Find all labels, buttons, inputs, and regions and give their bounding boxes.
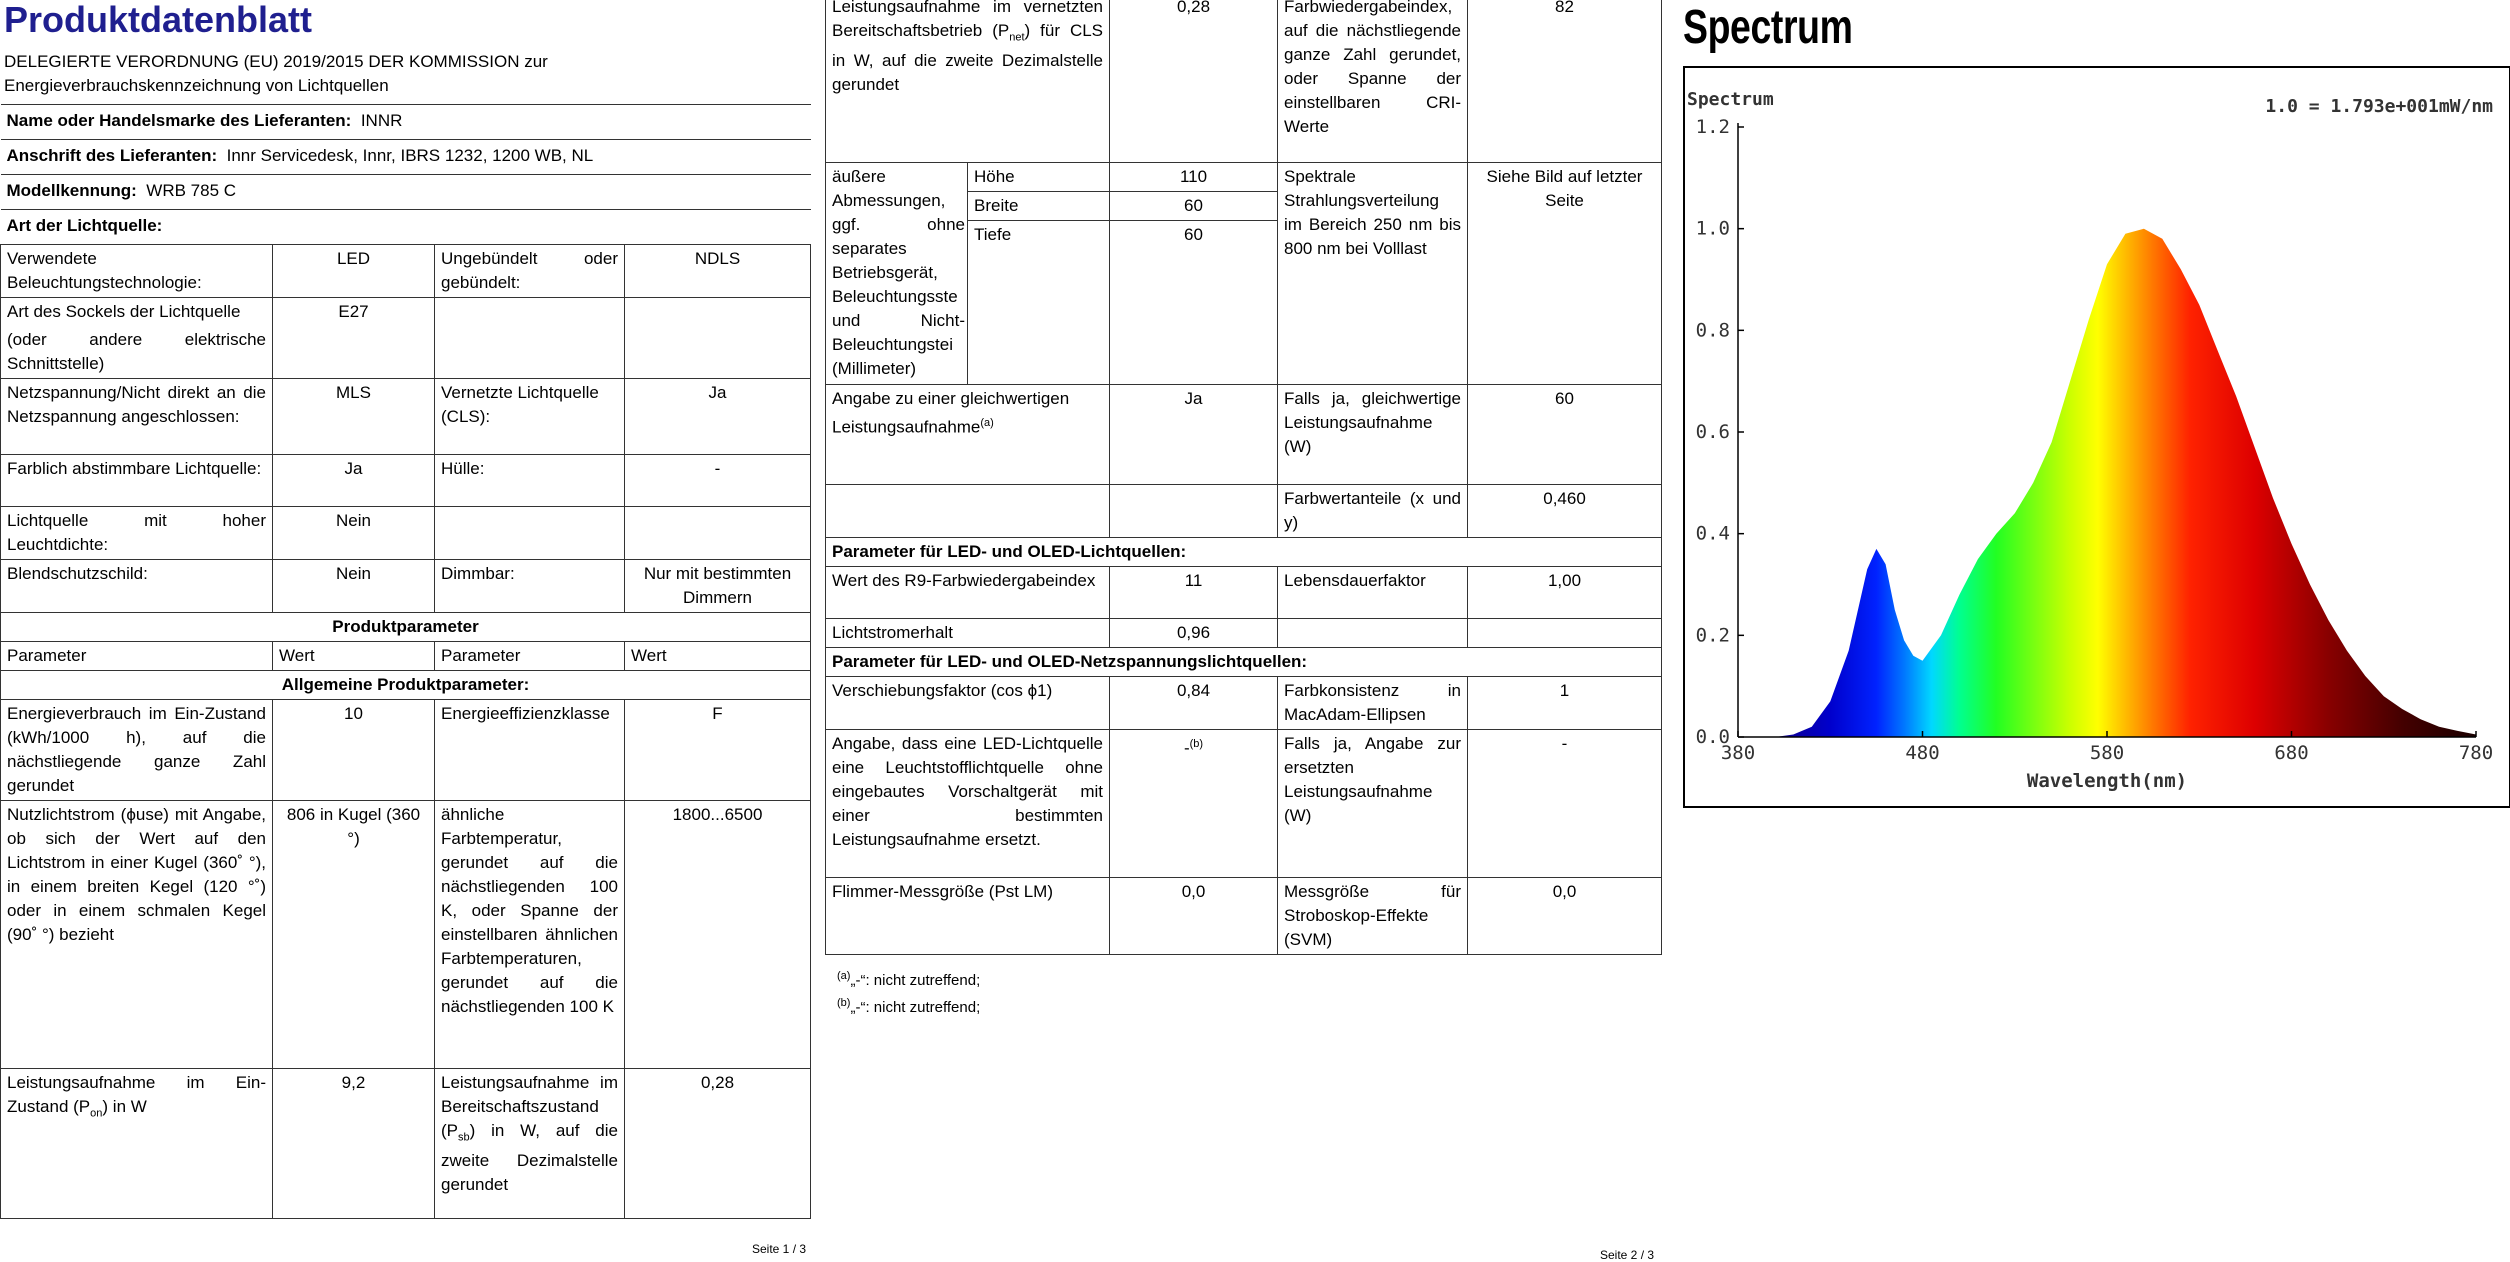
width-label: Breite bbox=[968, 192, 1110, 221]
empty-cell bbox=[435, 298, 625, 379]
empty-cell bbox=[625, 298, 811, 379]
x-tick-label: 780 bbox=[2458, 742, 2494, 764]
spectrum-title: Spectrum bbox=[1683, 1, 1853, 54]
cls-value: Ja bbox=[625, 379, 811, 455]
footnotes bbox=[825, 965, 1662, 1019]
socket-value: E27 bbox=[273, 298, 435, 379]
technology-value: LED bbox=[273, 245, 435, 298]
useful-flux-label: Nutzlichtstrom (ϕuse) mit Angabe, ob sich der Wert auf den Lichtstrom in einer Kugel (360˚ °), in einem breiten Kegel (120 °˚) oder in einem schmalen Kegel (90˚ °) bezieht bbox=[1, 801, 273, 1069]
equivalent-watt-label: Falls ja, gleichwertige Leistungsaufnahme (W) bbox=[1278, 385, 1468, 485]
high-luminance-value: Nein bbox=[273, 507, 435, 560]
led-params-heading: Parameter für LED- und OLED-Lichtquellen: bbox=[826, 538, 1662, 567]
y-tick-label: 0.6 bbox=[1695, 421, 1730, 443]
empty-cell bbox=[1110, 485, 1278, 538]
empty-cell bbox=[435, 507, 625, 560]
datasheet-page-2 bbox=[825, 0, 1662, 1262]
cri-value: 82 bbox=[1468, 0, 1662, 163]
mains-led-params-heading: Parameter für LED- und OLED-Netzspannungslichtquellen: bbox=[826, 648, 1662, 677]
model-row bbox=[1, 175, 811, 210]
empty-cell bbox=[625, 507, 811, 560]
lumen-maintenance-value: 0,96 bbox=[1110, 619, 1278, 648]
supplier-name-label: Name oder Handelsmarke des Lieferanten: bbox=[6, 111, 352, 130]
networked-standby-label: Leistungsaufnahme im vernetzten Bereitschaftsbetrieb $(P_{net})$ für CLS in W, auf die zweite Dezimalstelle gerundet bbox=[826, 0, 1110, 163]
energy-consumption-label: Energieverbrauch im Ein-Zustand (kWh/1000 h), auf die nächstliegende ganze Zahl gerundet bbox=[1, 700, 273, 801]
width-value: 60 bbox=[1110, 192, 1278, 221]
replaced-power-label: Falls ja, Angabe zur ersetzten Leistungsaufnahme (W) bbox=[1278, 730, 1468, 878]
colour-consistency-label: Farbkonsistenz in MacAdam-Ellipsen bbox=[1278, 677, 1468, 730]
directional-value: NDLS bbox=[625, 245, 811, 298]
spectrum-chart bbox=[1683, 0, 2510, 792]
scale-annotation: 1.0 = 1.793e+001mW/nm bbox=[2265, 96, 2493, 117]
model-label: Modellkennung: bbox=[6, 181, 137, 200]
glare-shield-value: Nein bbox=[273, 560, 435, 613]
spectral-distribution-value: Siehe Bild auf letzter Seite bbox=[1468, 163, 1662, 385]
mains-value: MLS bbox=[273, 379, 435, 455]
fluorescent-replacement-label: Angabe, dass eine LED-Lichtquelle eine Leuchtstofflichtquelle ohne eingebautes Vorschaltgerät mit einer bestimmten Leistungsaufnahme ersetzt. bbox=[826, 730, 1110, 878]
y-tick-label: 1.0 bbox=[1695, 217, 1730, 240]
depth-value: 60 bbox=[1110, 221, 1278, 385]
energy-class-value: F bbox=[625, 700, 811, 801]
r9-value: 11 bbox=[1110, 567, 1278, 619]
x-tick-label: 380 bbox=[1720, 742, 1756, 764]
page-number: Seite 1 / 3 bbox=[752, 1242, 807, 1256]
empty-cell bbox=[1468, 619, 1662, 648]
datasheet-page-1 bbox=[0, 0, 812, 1256]
x-tick-label: 680 bbox=[2274, 742, 2309, 764]
dimmable-value: Nur mit bestimmten Dimmern bbox=[625, 560, 811, 613]
dimmable-label: Dimmbar: bbox=[435, 560, 625, 613]
stroboscopic-value: 0,0 bbox=[1468, 878, 1662, 955]
model-value: WRB 785 C bbox=[146, 181, 237, 200]
socket-label bbox=[1, 298, 273, 379]
y-tick-label: 0.4 bbox=[1695, 522, 1730, 545]
socket-label-note: (oder andere elektrische Schnittstelle) bbox=[7, 330, 266, 373]
datasheet-table-1 bbox=[0, 104, 811, 1219]
r9-label: Wert des R9-Farbwiedergabeindex bbox=[826, 567, 1110, 619]
footnote-a: $^{(a)}$„-“: nicht zutreffend; bbox=[837, 970, 981, 989]
chromaticity-label: Farbwertanteile (x und y) bbox=[1278, 485, 1468, 538]
high-luminance-label: Lichtquelle mit hoher Leuchtdichte: bbox=[1, 507, 273, 560]
col-parameter-header: Parameter bbox=[1, 642, 273, 671]
on-mode-power-value: 9,2 bbox=[273, 1069, 435, 1219]
datasheet-page-3 bbox=[1683, 0, 2510, 1256]
equivalent-power-value: Ja bbox=[1110, 385, 1278, 485]
chart-layer bbox=[1687, 89, 2493, 792]
mains-label: Netzspannung/Nicht direkt an die Netzspannung angeschlossen: bbox=[1, 379, 273, 455]
col-parameter-header: Parameter bbox=[435, 642, 625, 671]
x-axis-label: Wavelength(nm) bbox=[2026, 770, 2188, 792]
supplier-name-row bbox=[1, 105, 811, 140]
general-params-heading: Allgemeine Produktparameter: bbox=[1, 671, 811, 700]
page-title: Produktdatenblatt bbox=[4, 0, 313, 40]
directional-label: Ungebündelt oder gebündelt: bbox=[435, 245, 625, 298]
height-value: 110 bbox=[1110, 163, 1278, 192]
footnote-b: $^{(b)}$„-“: nicht zutreffend; bbox=[837, 997, 981, 1016]
supplier-address-row bbox=[1, 140, 811, 175]
energy-consumption-value: 10 bbox=[273, 700, 435, 801]
y-tick-label: 0.0 bbox=[1695, 726, 1730, 748]
survival-factor-label: Lebensdauerfaktor bbox=[1278, 567, 1468, 619]
fluorescent-replacement-value: -$^{(b)}$ bbox=[1110, 730, 1278, 878]
regulation-text: DELEGIERTE VERORDNUNG (EU) 2019/2015 DER KOMMISSION zur Energieverbrauchskennzeichnung von Lichtquellen bbox=[4, 52, 548, 95]
tunable-value: Ja bbox=[273, 455, 435, 507]
survival-factor-value: 1,00 bbox=[1468, 567, 1662, 619]
supplier-name-value: INNR bbox=[360, 111, 403, 130]
product-params-heading: Produktparameter bbox=[1, 613, 811, 642]
cct-label: ähnliche Farbtemperatur, gerundet auf die nächstliegenden 100 K, oder Spanne der einstellbaren ähnlichen Farbtemperaturen, gerundet auf die nächstliegenden 100 K bbox=[435, 801, 625, 1069]
empty-cell bbox=[1278, 619, 1468, 648]
flicker-label: Flimmer-Messgröße (Pst LM) bbox=[826, 878, 1110, 955]
glare-shield-label: Blendschutzschild: bbox=[1, 560, 273, 613]
supplier-address-value: Innr Servicedesk, Innr, IBRS 1232, 1200 WB, NL bbox=[226, 146, 594, 165]
empty-cell bbox=[826, 485, 1110, 538]
datasheet-table-2 bbox=[825, 0, 1662, 955]
socket-label-line: Art des Sockels der Lichtquelle bbox=[7, 302, 241, 321]
displacement-factor-value: 0,84 bbox=[1110, 677, 1278, 730]
light-source-type-heading: Art der Lichtquelle: bbox=[1, 210, 811, 245]
replaced-power-value: - bbox=[1468, 730, 1662, 878]
y-tick-label: 0.8 bbox=[1695, 319, 1730, 342]
height-label: Höhe bbox=[968, 163, 1110, 192]
chart-inner-title: Spectrum bbox=[1687, 89, 1774, 110]
standby-power-value: 0,28 bbox=[625, 1069, 811, 1219]
cct-value: 1800...6500 bbox=[625, 801, 811, 1069]
chromaticity-value: 0,460 bbox=[1468, 485, 1662, 538]
on-mode-power-label: Leistungsaufnahme im Ein-Zustand $(P_{on})$ in W bbox=[1, 1069, 273, 1219]
equivalent-power-label: Angabe zu einer gleichwertigen Leistungsaufnahme$^{(a)}$ bbox=[826, 385, 1110, 485]
supplier-address-label: Anschrift des Lieferanten: bbox=[6, 146, 218, 165]
y-tick-label: 0.2 bbox=[1695, 624, 1730, 647]
displacement-factor-label: Verschiebungsfaktor (cos ϕ1) bbox=[826, 677, 1110, 730]
dimensions-label: äußere Abmessungen, ggf. ohne separates Betriebsgerät, Beleuchtungsste und Nicht-Beleuchtungstei (Millimeter) bbox=[826, 163, 968, 385]
col-value-header: Wert bbox=[273, 642, 435, 671]
cri-label: Farbwiedergabeindex, auf die nächstliegende ganze Zahl gerundet, oder Spanne der einstellbaren CRI-Werte bbox=[1278, 0, 1468, 163]
depth-label: Tiefe bbox=[968, 221, 1110, 385]
technology-label: Verwendete Beleuchtungstechnologie: bbox=[1, 245, 273, 298]
energy-class-label: Energieeffizienzklasse bbox=[435, 700, 625, 801]
envelope-label: Hülle: bbox=[435, 455, 625, 507]
lumen-maintenance-label: Lichtstromerhalt bbox=[826, 619, 1110, 648]
tunable-label: Farblich abstimmbare Lichtquelle: bbox=[1, 455, 273, 507]
page-number: Seite 2 / 3 bbox=[1600, 1248, 1655, 1262]
spectral-distribution-label: Spektrale Strahlungsverteilung im Bereich 250 nm bis 800 nm bei Volllast bbox=[1278, 163, 1468, 385]
equivalent-watt-value: 60 bbox=[1468, 385, 1662, 485]
networked-standby-value: 0,28 bbox=[1110, 0, 1278, 163]
x-tick-label: 580 bbox=[2089, 742, 2125, 764]
col-value-header: Wert bbox=[625, 642, 811, 671]
cls-label: Vernetzte Lichtquelle (CLS): bbox=[435, 379, 625, 455]
y-tick-label: 1.2 bbox=[1695, 116, 1730, 138]
colour-consistency-value: 1 bbox=[1468, 677, 1662, 730]
spectrum-series bbox=[1738, 229, 2476, 737]
standby-power-label: Leistungsaufnahme im Bereitschaftszustand $(P_{sb})$ in W, auf die zweite Dezimalstelle gerundet bbox=[435, 1069, 625, 1219]
useful-flux-value: 806 in Kugel (360 °) bbox=[273, 801, 435, 1069]
flicker-value: 0,0 bbox=[1110, 878, 1278, 955]
x-tick-label: 480 bbox=[1905, 742, 1940, 764]
envelope-value: - bbox=[625, 455, 811, 507]
stroboscopic-label: Messgröße für Stroboskop-Effekte (SVM) bbox=[1278, 878, 1468, 955]
